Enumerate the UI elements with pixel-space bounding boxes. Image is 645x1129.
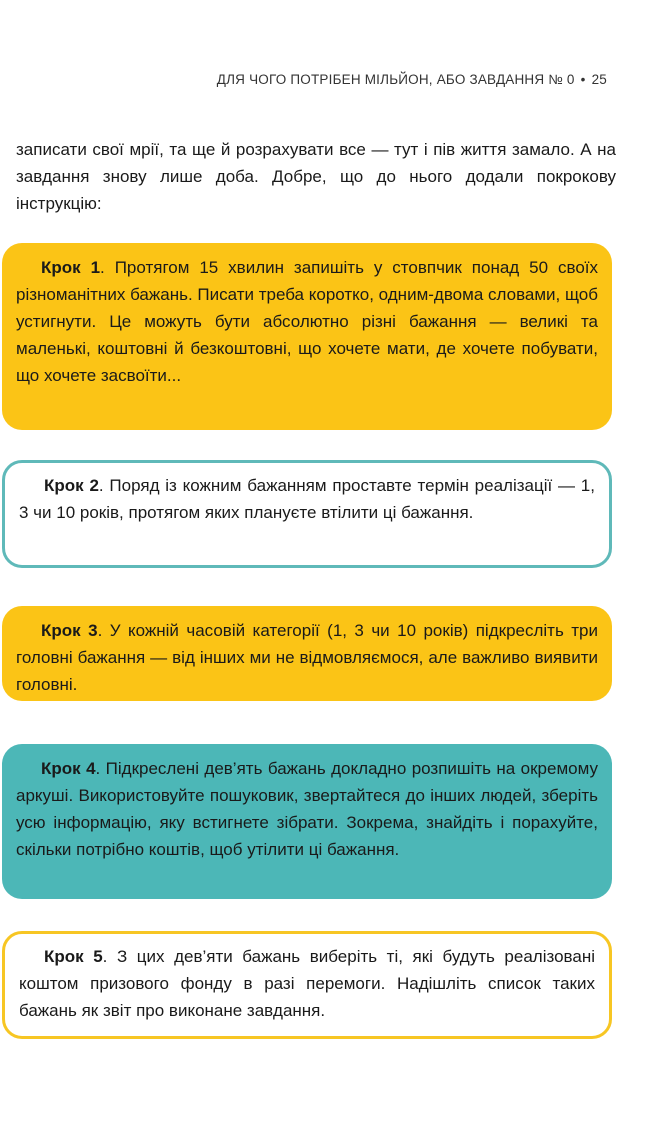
step-3-label: Крок 3 bbox=[41, 621, 98, 640]
step-3-text: . У кожній часовій категорії (1, 3 чи 10 років) підкресліть три головні бажання — від інших ми не відмовляємося, але важливо виявити головні. bbox=[16, 621, 598, 694]
step-2-label: Крок 2 bbox=[44, 476, 99, 495]
step-4-box bbox=[2, 744, 612, 899]
step-1-box bbox=[2, 243, 612, 430]
intro-paragraph: записати свої мрії, та ще й розрахувати все — тут і пів життя замало. А на завдання знову лише доба. Добре, що до нього додали покрокову інструкцію: bbox=[16, 140, 616, 213]
step-2-text: . Поряд із кожним бажанням проставте термін реалізації — 1, 3 чи 10 років, протягом яких плануєте втілити ці бажання. bbox=[19, 476, 595, 522]
step-1-label: Крок 1 bbox=[41, 258, 101, 277]
running-title: ДЛЯ ЧОГО ПОТРІБЕН МІЛЬЙОН, АБО ЗАВДАННЯ № 0 bbox=[216, 72, 575, 87]
page-number: 25 bbox=[591, 72, 607, 87]
step-4-label: Крок 4 bbox=[41, 759, 96, 778]
running-header bbox=[217, 72, 607, 87]
step-2-box bbox=[2, 460, 612, 568]
step-3-box bbox=[2, 606, 612, 701]
step-4-text: . Підкреслені дев’ять бажань докладно розпишіть на окремому аркуші. Використовуйте пошуковик, звертайтеся до інших людей, зберіть усю інформацію, яку встигнете зібрати. Зокрема, знайдіть і порахуйте, скільки потрібно коштів, щоб утілити ці бажання. bbox=[16, 759, 598, 859]
step-5-box bbox=[2, 931, 612, 1039]
step-1-text: . Протягом 15 хвилин запишіть у стовпчик понад 50 своїх різноманітних бажань. Писати треба коротко, одним-двома словами, щоб устигнути. Це можуть бути абсолютно різні бажання — великі та маленькі, коштовні й безкоштовні, що хочете мати, де хочете побувати, що хочете засвоїти... bbox=[16, 258, 598, 385]
header-separator: • bbox=[580, 72, 586, 87]
step-5-label: Крок 5 bbox=[44, 947, 103, 966]
step-5-text: . З цих дев’яти бажань виберіть ті, які будуть реалізовані коштом призового фонду в разі перемоги. Надішліть список таких бажань як звіт про виконане завдання. bbox=[19, 947, 595, 1020]
